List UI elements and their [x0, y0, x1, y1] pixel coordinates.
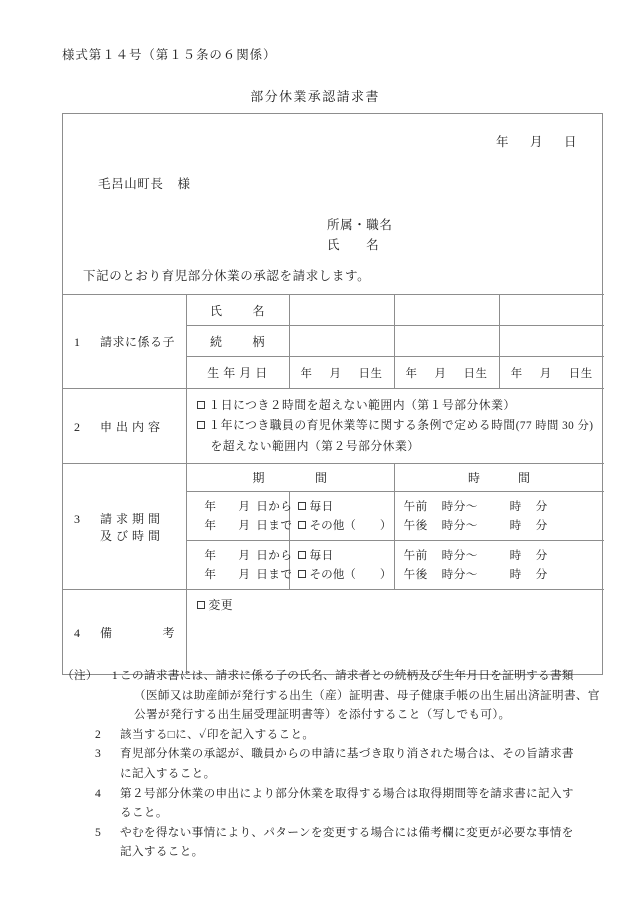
checkbox-icon[interactable] [298, 551, 306, 559]
checkbox-icon[interactable] [197, 421, 205, 429]
section2-number: 2 [74, 419, 81, 434]
applicant-block [327, 215, 393, 255]
section2-option-2-text-a: １年につき職員の育児休業等に関する条例で定める時間 [208, 418, 516, 432]
child-relation-field-2[interactable] [394, 326, 499, 357]
section1-number: 1 [74, 335, 81, 349]
row1-pm-min: 分～ [453, 519, 478, 532]
section1-relation-label [186, 326, 289, 357]
row1-from-month: 月 [238, 500, 251, 513]
section2-option-2[interactable] [197, 415, 605, 436]
section2-options [186, 389, 604, 464]
section4-label [63, 590, 186, 675]
section3-label-line2: 及 び 時 間 [100, 528, 161, 543]
applicant-name-label-a: 氏 [327, 238, 341, 252]
addressee-honorific: 様 [177, 177, 191, 191]
row1-am-label: 午前 [403, 500, 428, 513]
section4-number: 4 [74, 625, 81, 640]
birth-year-2: 年 [405, 367, 418, 380]
request-statement: 下記のとおり育児部分休業の承認を請求します。 [83, 269, 371, 283]
row2-freq-other-close: ） [379, 568, 392, 581]
note-3-number: 3 [95, 747, 102, 761]
section3-row1-time[interactable] [394, 492, 604, 541]
section1-name-label [186, 295, 289, 326]
row2-pm-line[interactable] [404, 565, 605, 584]
child-name-field-3[interactable] [499, 295, 604, 326]
row1-to-year: 年 [204, 519, 217, 532]
note-item [62, 666, 607, 725]
child-name-field-1[interactable] [289, 295, 394, 326]
note-1-line-3: 公署が発行する出生届受理証明書等）を添付すること（写しでも可）。 [134, 708, 511, 722]
birth-month-2: 月 [434, 367, 447, 380]
addressee-line [98, 174, 191, 192]
note-4-number: 4 [95, 786, 102, 800]
section2-option-1[interactable] [197, 395, 605, 415]
note-item [62, 823, 607, 862]
date-day: 日 [563, 135, 577, 149]
birth-year-1: 年 [300, 367, 313, 380]
row2-from-day: 日から [256, 549, 293, 562]
row2-from-year: 年 [204, 549, 217, 562]
section1-name-label-b: 名 [252, 303, 266, 318]
section3-time-header: 時 間 [394, 464, 604, 492]
section1-name-label-a: 氏 [209, 303, 223, 318]
row1-freq-daily-text: 毎日 [309, 500, 334, 513]
row2-pm-hour: 時 [441, 568, 454, 581]
row2-pm-min2: 分 [535, 568, 548, 581]
date-line [496, 132, 577, 150]
birth-month-3: 月 [539, 367, 552, 380]
row1-freq-other-text: その他（ [309, 519, 356, 532]
row1-to-day: 日まで [256, 519, 293, 532]
section1-label [63, 295, 186, 389]
row1-pm-hour2: 時 [509, 519, 522, 532]
section4-label-a: 備 [100, 625, 113, 640]
section3-row2-period[interactable] [186, 541, 293, 590]
note-2-line-1: 該当する□に、✓印を記入すること。 [120, 727, 315, 741]
checkbox-icon[interactable] [298, 570, 306, 578]
row1-from-day: 日から [256, 500, 293, 513]
section3-period-header: 期 間 [186, 464, 394, 492]
row1-am-line[interactable] [404, 497, 605, 516]
section4-change-label: 変更 [208, 598, 234, 612]
section4-remarks-field[interactable] [186, 590, 604, 675]
table-row [63, 389, 604, 464]
section2-option-2-hours: (77 時間 30 分) [515, 420, 594, 432]
row2-to-day: 日まで [256, 568, 293, 581]
form-body-box [62, 113, 603, 675]
applicant-name-label-b: 名 [366, 238, 380, 252]
note-item [62, 744, 607, 783]
birth-day-1: 日生 [358, 367, 383, 380]
row2-pm-min: 分～ [453, 568, 478, 581]
row2-am-hour2: 時 [509, 549, 522, 562]
row2-from-month: 月 [238, 549, 251, 562]
section1-label-text: 請求に係る子 [100, 335, 176, 349]
section4-change-option[interactable] [197, 596, 605, 613]
table-row [63, 590, 604, 675]
row2-am-min: 分～ [453, 549, 478, 562]
section2-label-text: 申 出 内 容 [100, 419, 161, 434]
child-relation-field-3[interactable] [499, 326, 604, 357]
row2-to-year: 年 [204, 568, 217, 581]
birth-day-3: 日生 [568, 367, 593, 380]
row2-freq-daily-text: 毎日 [309, 549, 334, 562]
note-5-line-1: やむを得ない事情により、パターンを変更する場合には備考欄に変更が必要な事情を [120, 825, 574, 839]
checkbox-icon[interactable] [197, 601, 205, 609]
date-month: 月 [529, 135, 543, 149]
row1-pm-label: 午後 [403, 519, 428, 532]
note-5-number: 5 [95, 825, 102, 839]
row2-freq-other[interactable] [298, 565, 394, 584]
row1-freq-other-close: ） [379, 519, 392, 532]
child-birth-field-3[interactable] [499, 357, 604, 389]
child-relation-field-1[interactable] [289, 326, 394, 357]
note-3-line-2: に記入すること。 [120, 766, 216, 780]
date-year: 年 [495, 135, 509, 149]
note-1-tag [62, 666, 118, 686]
preamble-block [63, 114, 602, 294]
section2-option-2-cont [197, 436, 605, 456]
section1-relation-label-a: 続 [209, 334, 223, 349]
document-title: 部分休業承認請求書 [250, 89, 380, 104]
section2-label [63, 389, 186, 464]
birth-year-3: 年 [510, 367, 523, 380]
row1-freq-other[interactable] [298, 516, 394, 535]
row1-freq-daily[interactable] [298, 497, 394, 516]
row1-pm-min2: 分 [535, 519, 548, 532]
child-birth-field-1[interactable] [289, 357, 394, 389]
checkbox-icon[interactable] [298, 502, 306, 510]
note-1-line-2: （医師又は助産師が発行する出生（産）証明書、母子健康手帳の出生届出済証明書、官 [134, 688, 600, 702]
section2-option-1-text: １日につき２時間を超えない範囲内（第１号部分休業） [208, 398, 516, 412]
row1-am-min2: 分 [535, 500, 548, 513]
applicant-name-label [327, 235, 393, 255]
row2-am-line[interactable] [404, 546, 605, 565]
section3-label-line1: 請 求 期 間 [100, 511, 161, 526]
birth-day-2: 日生 [463, 367, 488, 380]
note-2-number: 2 [95, 727, 102, 741]
row2-freq-daily[interactable] [298, 546, 394, 565]
applicant-affiliation-label: 所属・職名 [327, 218, 393, 232]
section4-label-b: 考 [162, 625, 176, 640]
note-1-line-1: この請求書には、請求に係る子の氏名、請求者との続柄及び生年月日を証明する書類 [120, 669, 574, 682]
table-row [63, 295, 604, 326]
section2-option-2-text-b: を超えない範囲内（第２号部分休業） [210, 439, 420, 453]
row1-to-month: 月 [238, 519, 251, 532]
section3-row1-period[interactable] [186, 492, 293, 541]
section3-row2-time[interactable] [394, 541, 604, 590]
row2-am-min2: 分 [535, 549, 548, 562]
row1-pm-line[interactable] [404, 516, 605, 535]
row1-from-year: 年 [204, 500, 217, 513]
notes-heading: （注） [62, 669, 98, 682]
notes-block [62, 666, 607, 862]
row2-pm-hour2: 時 [509, 568, 522, 581]
row1-am-min: 分～ [453, 500, 478, 513]
section1-birth-label: 生 年 月 日 [186, 357, 289, 389]
form-grid [63, 294, 604, 674]
table-row [63, 464, 604, 492]
section3-row2-frequency[interactable] [289, 541, 394, 590]
note-3-line-1: 育児部分休業の承認が、職員からの申請に基づき取り消された場合は、その旨請求書 [120, 747, 574, 761]
birth-month-1: 月 [329, 367, 342, 380]
row2-am-label: 午前 [403, 549, 428, 562]
note-1-number: 1 [111, 669, 118, 682]
note-4-line-1: 第２号部分休業の申出により部分休業を取得する場合は取得期間等を請求書に記入す [120, 786, 574, 800]
checkbox-icon[interactable] [197, 401, 205, 409]
row1-am-hour2: 時 [509, 500, 522, 513]
row2-to-month: 月 [238, 568, 251, 581]
row1-pm-hour: 時 [441, 519, 454, 532]
section3-row1-frequency[interactable] [289, 492, 394, 541]
row2-freq-other-text: その他（ [309, 568, 356, 581]
row2-pm-label: 午後 [403, 568, 428, 581]
note-item [62, 725, 607, 745]
section3-label [63, 464, 186, 590]
child-birth-field-2[interactable] [394, 357, 499, 389]
child-name-field-2[interactable] [394, 295, 499, 326]
section1-relation-label-b: 柄 [252, 334, 266, 349]
row1-am-hour: 時 [441, 500, 454, 513]
checkbox-icon[interactable] [298, 521, 306, 529]
addressee-name: 毛呂山町長 [98, 177, 164, 191]
row2-am-hour: 時 [441, 549, 454, 562]
note-item [62, 784, 607, 823]
form-number: 様式第１４号（第１５条の６関係） [62, 48, 277, 62]
section3-number: 3 [74, 511, 81, 526]
note-5-line-2: 記入すること。 [120, 845, 204, 859]
note-4-line-2: ること。 [120, 806, 168, 820]
